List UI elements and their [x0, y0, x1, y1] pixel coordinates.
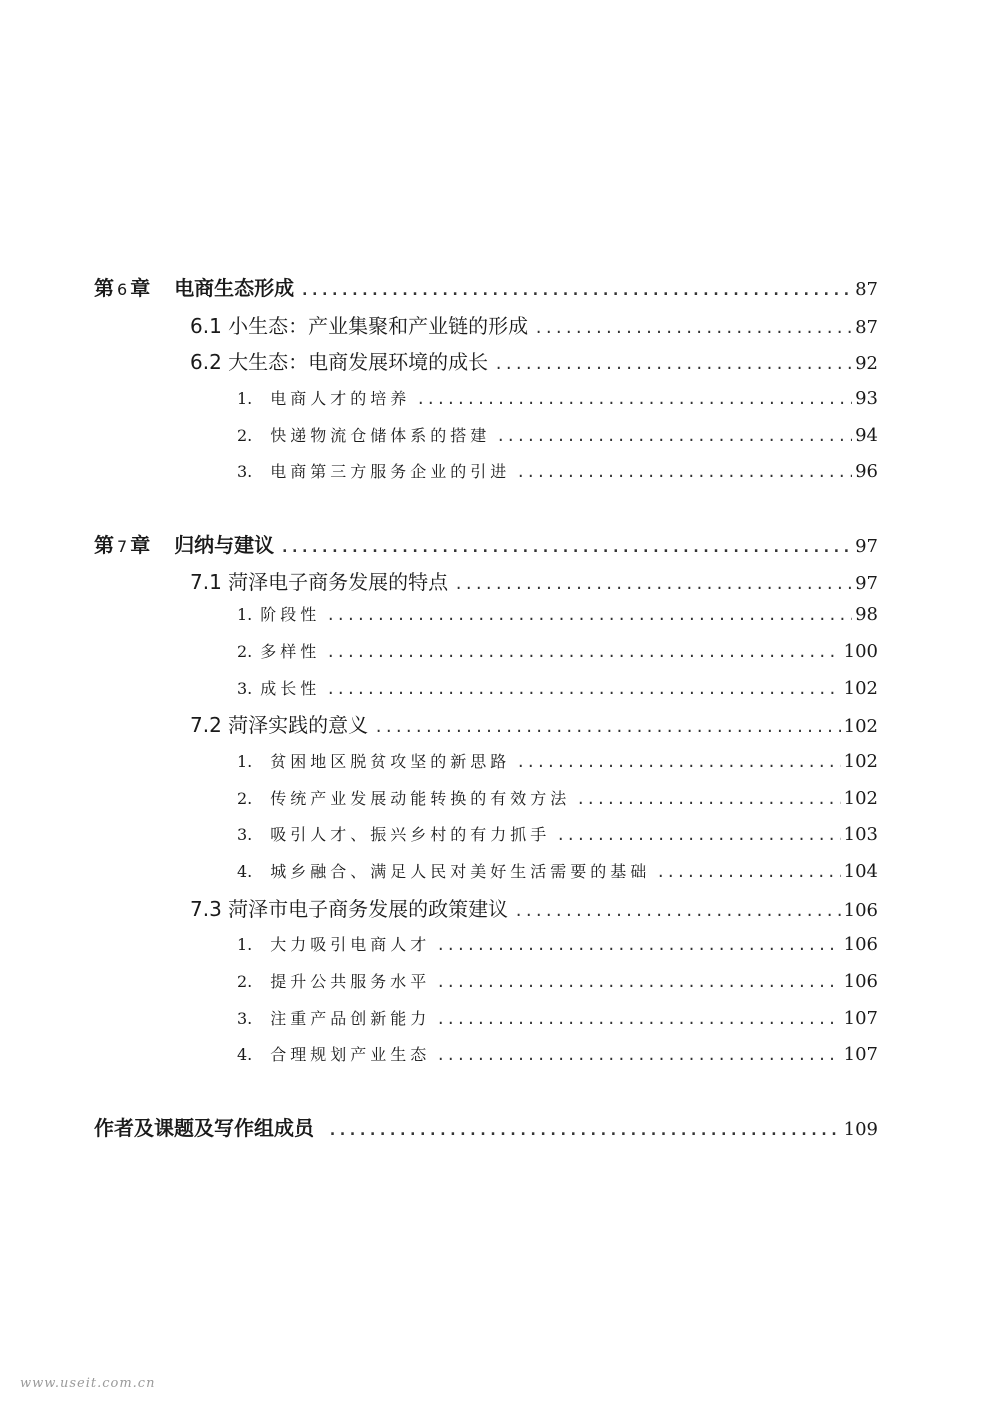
- page-number: 109: [843, 1119, 878, 1140]
- item-title: 城乡融合、满足人民对美好生活需要的基础: [270, 862, 651, 881]
- dot-leader: [436, 1046, 840, 1064]
- item-number: 3.: [237, 679, 253, 698]
- page-number: 107: [843, 1008, 878, 1029]
- chapter-title: 电商生态形成: [174, 276, 295, 300]
- item-title: 注重产品创新能力: [270, 1009, 431, 1028]
- page-number: 98: [855, 604, 878, 625]
- item-number: 2.: [237, 426, 253, 445]
- dot-leader: [556, 826, 840, 844]
- toc-item[interactable]: [237, 786, 878, 809]
- toc-item[interactable]: [237, 749, 878, 772]
- toc-section-7-1[interactable]: [190, 566, 878, 595]
- page-number: 97: [855, 536, 878, 557]
- item-number: 4.: [237, 862, 253, 881]
- toc-chapter-7[interactable]: [94, 529, 878, 558]
- toc-item[interactable]: [237, 386, 878, 409]
- dot-leader: [326, 680, 840, 698]
- item-number: 3.: [237, 462, 253, 481]
- item-number: 1.: [237, 935, 253, 954]
- toc-item[interactable]: [237, 1042, 878, 1065]
- toc-section-6-2[interactable]: [190, 346, 878, 375]
- section-title: 6.1 小生态：产业集聚和产业链的形成: [190, 314, 529, 338]
- toc-chapter-6[interactable]: [94, 272, 878, 301]
- page-number: 106: [843, 900, 878, 921]
- item-title: 提升公共服务水平: [270, 972, 431, 991]
- page-number: 93: [855, 388, 878, 409]
- section-title: 7.1 菏泽电子商务发展的特点: [190, 570, 449, 594]
- chapter-label: 第 7 章 归纳与建议: [94, 533, 275, 557]
- item-title: 电商第三方服务企业的引进: [270, 462, 511, 481]
- item-title: 合理规划产业生态: [270, 1045, 431, 1064]
- dot-leader: [374, 718, 840, 736]
- page-number: 107: [843, 1044, 878, 1065]
- dot-leader: [326, 606, 852, 624]
- toc-authors-entry[interactable]: [94, 1112, 878, 1141]
- chapter-label: 第 6 章 电商生态形成: [94, 276, 295, 300]
- toc-section-7-2[interactable]: [190, 709, 878, 738]
- toc-item[interactable]: [237, 859, 878, 882]
- item-number: 1.: [237, 389, 253, 408]
- dot-leader: [436, 936, 840, 954]
- page-number: 102: [843, 678, 878, 699]
- page-number: 104: [843, 861, 878, 882]
- toc-item[interactable]: [237, 602, 878, 625]
- dot-leader: [454, 575, 852, 593]
- section-title: 7.3 菏泽市电子商务发展的政策建议: [190, 897, 509, 921]
- item-number: 1.: [237, 605, 253, 624]
- dot-leader: [496, 427, 852, 445]
- page-number: 100: [843, 641, 878, 662]
- toc-section-6-1[interactable]: [190, 310, 878, 339]
- toc-item[interactable]: [237, 969, 878, 992]
- item-title: 电商人才的培养: [270, 389, 411, 408]
- item-title: 吸引人才、振兴乡村的有力抓手: [270, 825, 551, 844]
- toc-item[interactable]: [237, 459, 878, 482]
- page-number: 106: [843, 934, 878, 955]
- item-title: 阶段性: [260, 605, 321, 624]
- page-number: 96: [855, 461, 878, 482]
- section-title: 7.2 菏泽实践的意义: [190, 713, 369, 737]
- toc-item[interactable]: [237, 423, 878, 446]
- item-title: 成长性: [260, 679, 321, 698]
- item-number: 1.: [237, 752, 253, 771]
- dot-leader: [436, 973, 840, 991]
- dot-leader: [280, 538, 852, 556]
- item-number: 2.: [237, 789, 253, 808]
- page-number: 102: [843, 788, 878, 809]
- dot-leader: [516, 463, 852, 481]
- page-number: 92: [855, 353, 878, 374]
- toc-section-7-3[interactable]: [190, 893, 878, 922]
- dot-leader: [516, 753, 840, 771]
- item-title: 快递物流仓储体系的搭建: [270, 426, 491, 445]
- dot-leader: [300, 281, 852, 299]
- item-title: 贫困地区脱贫攻坚的新思路: [270, 752, 511, 771]
- dot-leader: [326, 643, 840, 661]
- item-number: 3.: [237, 1009, 253, 1028]
- dot-leader: [436, 1010, 840, 1028]
- dot-leader: [576, 790, 840, 808]
- page-number: 87: [855, 317, 878, 338]
- item-title: 传统产业发展动能转换的有效方法: [270, 789, 571, 808]
- dot-leader: [328, 1121, 841, 1139]
- page-number: 102: [843, 751, 878, 772]
- page-number: 106: [843, 971, 878, 992]
- dot-leader: [534, 319, 852, 337]
- page-number: 102: [843, 716, 878, 737]
- toc-item[interactable]: [237, 932, 878, 955]
- item-title: 大力吸引电商人才: [270, 935, 431, 954]
- watermark: www.useit.com.cn: [20, 1376, 156, 1391]
- chapter-title: 归纳与建议: [174, 533, 275, 557]
- toc-item[interactable]: [237, 1006, 878, 1029]
- item-number: 3.: [237, 825, 253, 844]
- item-number: 4.: [237, 1045, 253, 1064]
- dot-leader: [494, 355, 852, 373]
- item-title: 多样性: [260, 642, 321, 661]
- page-number: 87: [855, 279, 878, 300]
- toc-item[interactable]: [237, 822, 878, 845]
- authors-title: 作者及课题及写作组成员: [94, 1116, 314, 1140]
- toc-item[interactable]: [237, 676, 878, 699]
- page-number: 103: [843, 824, 878, 845]
- toc-item[interactable]: [237, 639, 878, 662]
- item-number: 2.: [237, 642, 253, 661]
- dot-leader: [416, 390, 852, 408]
- section-title: 6.2 大生态：电商发展环境的成长: [190, 350, 489, 374]
- dot-leader: [656, 863, 840, 881]
- dot-leader: [514, 902, 840, 920]
- item-number: 2.: [237, 972, 253, 991]
- page-number: 94: [855, 425, 878, 446]
- page-number: 97: [855, 573, 878, 594]
